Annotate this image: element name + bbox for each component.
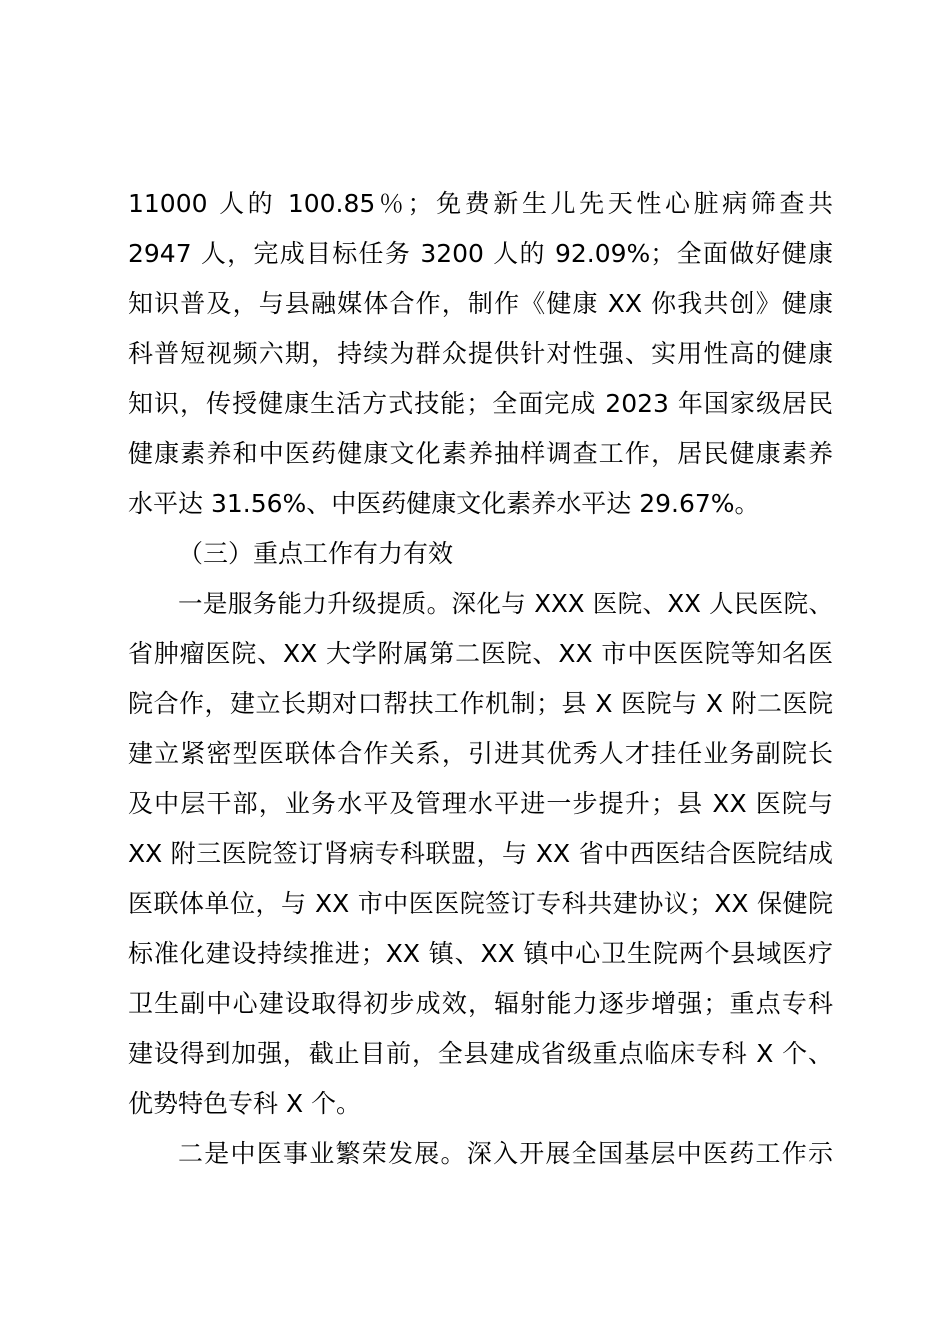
text-line: 省肿瘤医院、XX 大学附属第二医院、XX 市中医医院等知名医 [128, 639, 833, 668]
paragraph-first-line: 一是服务能力升级提质。深化与 XXX 医院、XX 人民医院、 [178, 589, 833, 618]
text-line: 医联体单位，与 XX 市中医医院签订专科共建协议；XX 保健院 [128, 889, 833, 918]
text-line: 科普短视频六期，持续为群众提供针对性强、实用性高的健康 [128, 339, 833, 368]
text-line: XX 附三医院签订肾病专科联盟，与 XX 省中西医结合医院结成 [128, 839, 833, 868]
text-line: 健康素养和中医药健康文化素养抽样调查工作，居民健康素养 [128, 439, 833, 468]
text-line: 建立紧密型医联体合作关系，引进其优秀人才挂任业务副院长 [128, 739, 833, 768]
text-line: 2947 人，完成目标任务 3200 人的 92.09%；全面做好健康 [128, 239, 833, 268]
text-line: 知识，传授健康生活方式技能；全面完成 2023 年国家级居民 [128, 389, 833, 418]
section-heading: （三）重点工作有力有效 [178, 539, 454, 568]
paragraph-last-line: 水平达 31.56%、中医药健康文化素养水平达 29.67%。 [128, 489, 760, 518]
text-line: 及中层干部，业务水平及管理水平进一步提升；县 XX 医院与 [128, 789, 833, 818]
text-line: 建设得到加强，截止目前，全县建成省级重点临床专科 X 个、 [128, 1039, 833, 1068]
text-line: 院合作，建立长期对口帮扶工作机制；县 X 医院与 X 附二医院 [128, 689, 833, 718]
text-line: 知识普及，与县融媒体合作，制作《健康 XX 你我共创》健康 [128, 289, 833, 318]
paragraph-first-line: 二是中医事业繁荣发展。深入开展全国基层中医药工作示 [178, 1139, 833, 1168]
text-line: 11000 人的 100.85％；免费新生儿先天性心脏病筛查共 [128, 189, 833, 218]
text-line: 卫生副中心建设取得初步成效，辐射能力逐步增强；重点专科 [128, 989, 833, 1018]
text-line: 标准化建设持续推进；XX 镇、XX 镇中心卫生院两个县域医疗 [128, 939, 833, 968]
paragraph-last-line: 优势特色专科 X 个。 [128, 1089, 362, 1118]
